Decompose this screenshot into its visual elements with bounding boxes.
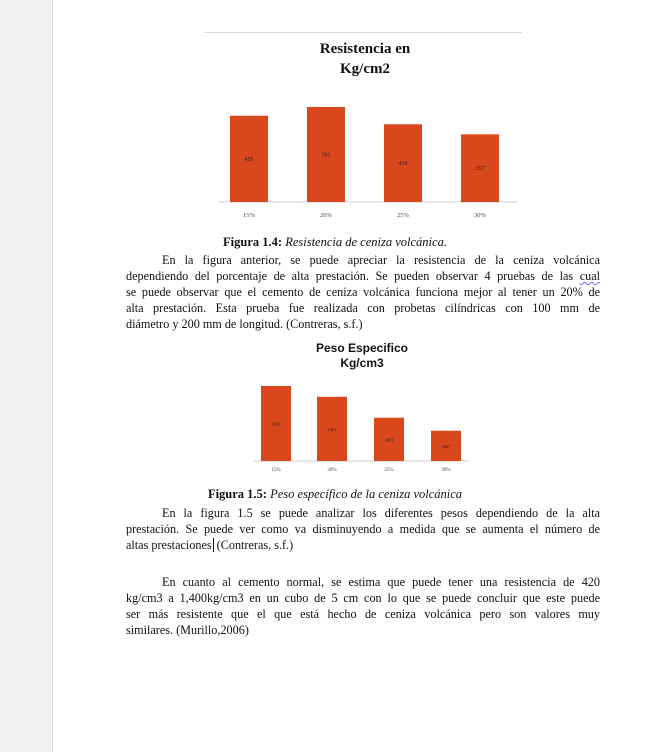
text-line: prestación. Se puede ver como va disminuyendo a medida que se aumenta el número de	[126, 522, 600, 536]
paragraph-2	[126, 505, 600, 553]
text-line: alta prestación. Esta prueba fue realizada con probetas cilíndricas con 100 mm de	[126, 301, 600, 315]
x-tick-label: 20%	[320, 212, 332, 219]
text-line: diámetro y 200 mm de longitud. (Contreras, s.f.)	[126, 317, 363, 331]
chart-resistencia	[0, 0, 670, 230]
text-line: En la figura 1.5 se puede analizar los diferentes pesos dependiendo de la alta	[162, 506, 600, 520]
x-tick-label: 15%	[243, 212, 255, 219]
caption-label: Figura 1.4:	[223, 235, 283, 249]
bar-value-label: 2491	[271, 421, 281, 427]
x-tick-label: 20%	[327, 468, 337, 473]
bar-value-label: 2461	[327, 426, 337, 432]
text-line: similares. (Murillo,2006)	[126, 623, 249, 637]
chart-peso-especifico	[0, 340, 670, 480]
caption-text: Resistencia de ceniza volcánica.	[285, 235, 447, 249]
bar-value-label: 455	[244, 156, 254, 163]
bar-value-label: 410	[398, 161, 408, 168]
x-tick-label: 25%	[384, 468, 394, 473]
caption-text: Peso específico de la ceniza volcánica	[270, 487, 463, 501]
paragraph-3	[126, 574, 600, 638]
bar-value-label: 2403	[384, 437, 394, 443]
text-line: se puede observar que el cemento de ceniza volcánica funciona mejor al tener un 20% de	[126, 285, 600, 299]
figure-caption-1-4	[0, 235, 670, 250]
bar-value-label: 357	[475, 166, 485, 173]
text-line: En cuanto al cemento normal, se estima que puede tener una resistencia de 420	[162, 575, 600, 589]
chart-title-line: Resistencia en	[319, 41, 411, 57]
x-tick-label: 30%	[474, 212, 486, 219]
x-tick-label: 30%	[441, 468, 451, 473]
chart-title-line: Kg/cm2	[340, 61, 390, 77]
text-cursor: altas prestaciones	[126, 538, 212, 552]
text-line: dependiendo del porcentaje de alta prestación. Se pueden observar 4 pruebas de las cual	[126, 269, 601, 283]
bar-value-label: 501	[321, 152, 331, 159]
spellcheck-word: cual	[579, 269, 601, 283]
caption-label: Figura 1.5:	[207, 487, 267, 501]
chart-title-line: Peso Especifico	[315, 341, 409, 355]
bar-value-label: 2367	[441, 443, 451, 449]
text-line: kg/cm3 a 1,400kg/cm3 en un cubo de 5 cm con lo que se puede concluir que este puede	[126, 591, 600, 605]
text-line: En la figura anterior, se puede apreciar la resistencia de la ceniza volcánica	[162, 253, 600, 267]
x-tick-label: 25%	[397, 212, 409, 219]
text-line: altas prestaciones (Contreras, s.f.)	[126, 538, 294, 552]
figure-caption-1-5	[0, 487, 670, 502]
paragraph-1	[126, 252, 600, 332]
x-tick-label: 15%	[271, 468, 281, 473]
chart-title-line: Kg/cm3	[340, 356, 384, 370]
text-line: ser más resistente que el que está hecho de ceniza volcánica pero son valores muy	[126, 607, 600, 621]
